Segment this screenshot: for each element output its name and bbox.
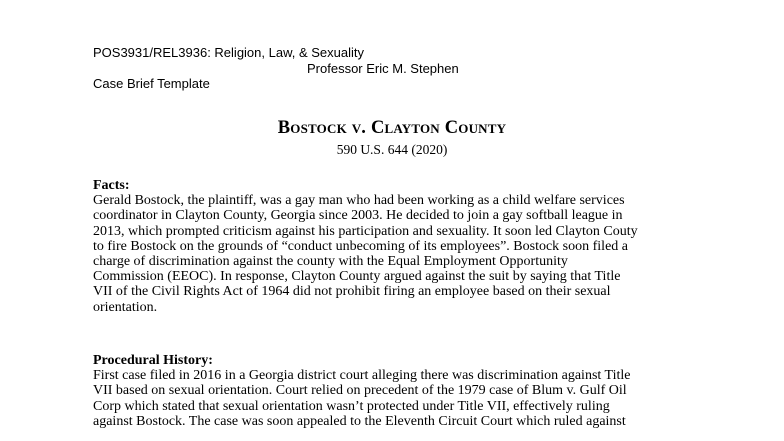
facts-section	[93, 178, 713, 315]
procedural-history-heading: Procedural History:	[93, 353, 213, 368]
procedural-history-section	[93, 353, 713, 429]
facts-line: orientation.	[93, 299, 158, 315]
template-label: Case Brief Template	[93, 76, 210, 91]
course-title: POS3931/REL3936: Religion, Law, & Sexuality	[93, 45, 365, 60]
procedural-history-line: against Bostock. The case was soon appealed to the Eleventh Circuit Court which ruled against	[93, 413, 626, 429]
facts-line: coordinator in Clayton County, Georgia since 2003. He decided to join a gay softball league in	[93, 208, 623, 224]
facts-line: Commission (EEOC). In response, Clayton County argued against the suit by saying that Title	[93, 269, 621, 285]
procedural-history-line: VII based on sexual orientation. Court relied on precedent of the 1979 case of Blum v. Gulf Oil	[93, 383, 627, 399]
procedural-history-line: Corp which stated that sexual orientation wasn’t protected under Title VII, effectively ruling	[93, 398, 610, 414]
facts-heading: Facts:	[93, 178, 130, 193]
facts-line: charge of discrimination against the county with the Equal Employment Opportunity	[93, 254, 568, 270]
procedural-history-line: First case filed in 2016 in a Georgia district court alleging there was discrimination against Title	[93, 368, 631, 384]
professor-name: Professor Eric M. Stephen	[307, 61, 459, 76]
case-citation: 590 U.S. 644 (2020)	[336, 142, 448, 157]
facts-line: Gerald Bostock, the plaintiff, was a gay man who had been working as a child welfare services	[93, 193, 625, 209]
facts-line: VII of the Civil Rights Act of 1964 did not prohibit firing an employee based on their sexual	[93, 284, 611, 300]
facts-line: to fire Bostock on the grounds of “conduct unbecoming of its employees”. Bostock soon filed a	[93, 238, 629, 254]
facts-line: 2013, which prompted criticism against his participation and sexuality. It soon led Clayton Couty	[93, 223, 638, 239]
case-title: Bostock v. Clayton County	[277, 118, 507, 138]
